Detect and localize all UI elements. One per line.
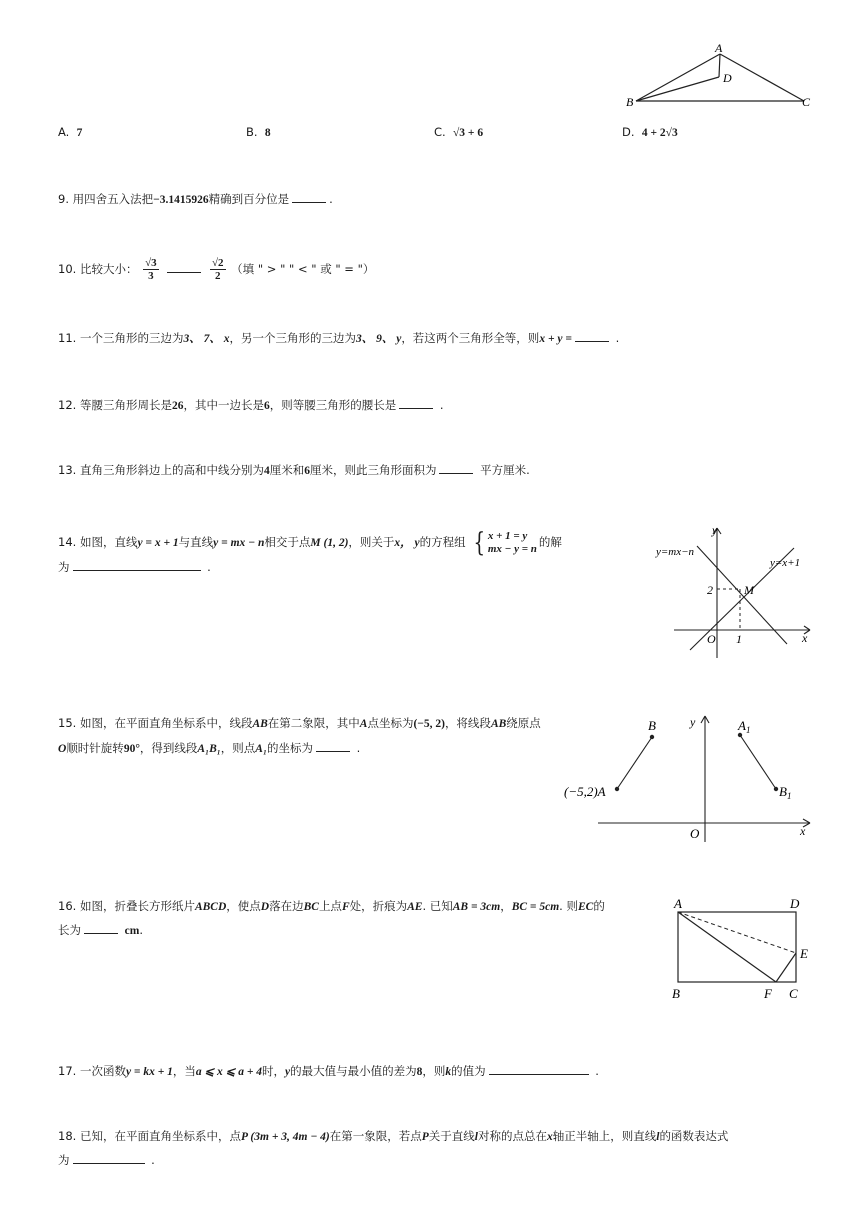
q14-graph-figure (652, 522, 817, 662)
line-label-2: y=x+1 (770, 557, 801, 569)
axis-y-label: y (712, 523, 718, 537)
tick-1: 1 (736, 632, 742, 646)
answer-blank-18[interactable] (73, 1152, 145, 1164)
point-B1-label: $B_1$ (779, 784, 792, 801)
answer-blank-16[interactable] (84, 922, 118, 934)
question-9: 9. 用四舍五入法把−3.1415926精确到百分位是 . (58, 192, 333, 206)
label-F: F (764, 986, 772, 1001)
question-18: 18. 已知，在平面直角坐标系中，点P (3m + 3, 4m − 4)在第一象限，若点P关于直线l对称的点总在x轴正半轴上，则直线l的函数表达式 (58, 1129, 729, 1143)
question-11: 11. 一个三角形的三边为3、 7、 x，另一个三角形的三边为3、 9、 y，若这两个三角形全等，则x + y = . (58, 331, 620, 345)
label-A: A (674, 896, 682, 911)
origin-label: O (690, 826, 700, 841)
label-D: D (723, 71, 732, 85)
answer-blank-14[interactable] (73, 559, 201, 571)
point-B-label: B (648, 718, 656, 733)
axis-x-label: x (802, 631, 808, 645)
option-b[interactable]: B. 8 (246, 125, 271, 139)
answer-blank-9[interactable] (292, 191, 326, 203)
q8-triangle-figure (620, 40, 820, 110)
label-B: B (626, 95, 634, 109)
question-18-line2: 为 . (58, 1153, 155, 1167)
label-B: B (672, 986, 680, 1001)
answer-blank-15[interactable] (316, 740, 350, 752)
axis-x-label: x (800, 824, 806, 838)
question-10: 10. 比较大小： $\frac{√3}{3}$ $\frac{√2}{2}$ （填 " > " " < " 或 " = "） (58, 257, 375, 282)
option-c[interactable]: C. √3 + 6 (434, 125, 484, 139)
line-label-1: y=mx−n (656, 546, 695, 558)
question-13: 13. 直角三角形斜边上的高和中线分别为4厘米和6厘米，则此三角形面积为 平方厘米. (58, 463, 530, 477)
fraction-left: $\frac{√3}{3}$ (145, 257, 157, 282)
origin-label: O (707, 632, 716, 646)
answer-blank-11[interactable] (575, 330, 609, 342)
answer-blank-13[interactable] (439, 462, 473, 474)
point-M-label: M (744, 583, 754, 597)
point-A1-label: $A_1$ (738, 718, 751, 735)
equation-system: { x + 1 = y mx − y = n (473, 527, 537, 558)
answer-blank-17[interactable] (489, 1063, 589, 1075)
label-A: A (715, 41, 723, 55)
label-D: D (790, 896, 800, 911)
question-14-line2: 为 . (58, 560, 211, 574)
answer-blank-12[interactable] (399, 397, 433, 409)
question-15-line2: O顺时针旋转90°，得到线段A₁B₁，则点A₁的坐标为 . (58, 741, 361, 755)
question-16: 16. 如图，折叠长方形纸片ABCD，使点D落在边BC上点F处，折痕为AE. 已知AB = 3cm，BC = 5cm. 则EC的 (58, 899, 605, 913)
label-E: E (800, 946, 808, 961)
question-17: 17. 一次函数y = kx + 1，当a ⩽ x ⩽ a + 4时，y的最大值与最小值的差为8，则k的值为 . (58, 1064, 599, 1078)
q15-coordinate-figure (560, 710, 815, 845)
answer-blank-10[interactable] (167, 261, 201, 273)
tick-2: 2 (707, 583, 713, 597)
axis-y-label: y (690, 715, 696, 729)
question-15: 15. 如图，在平面直角坐标系中，线段AB在第二象限，其中A点坐标为(−5, 2)，将线段AB绕原点 (58, 716, 541, 730)
fraction-right: $\frac{√2}{2}$ (211, 257, 224, 282)
label-C: C (802, 95, 811, 109)
question-12: 12. 等腰三角形周长是26，其中一边长是6，则等腰三角形的腰长是 . (58, 398, 444, 412)
option-d[interactable]: D. 4 + 2√3 (622, 125, 678, 139)
label-C: C (789, 986, 798, 1001)
question-16-line2: 长为 cm. (58, 923, 143, 937)
option-a[interactable]: A. 7 (58, 125, 83, 139)
q16-rectangle-figure (666, 892, 816, 1004)
point-A-label: (−5,2)A (564, 784, 606, 799)
question-14: 14. 如图，直线y = x + 1与直线y = mx − n相交于点M (1, 2)，则关于x， y的方程组 { x + 1 = y mx − y = n 的解 (58, 527, 562, 558)
